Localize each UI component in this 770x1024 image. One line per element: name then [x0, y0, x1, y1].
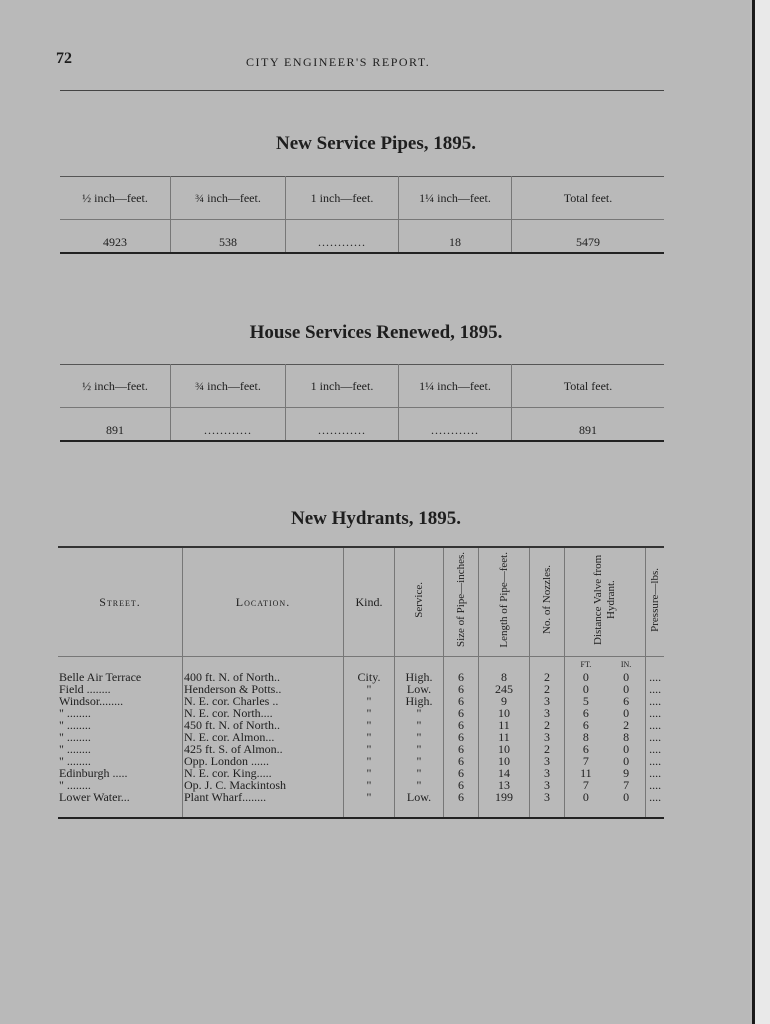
value-cell: ............ [171, 408, 286, 442]
hydrant-location-cell: N. E. cor. Almon... [183, 731, 344, 743]
hydrant-street-cell: " ........ [58, 731, 183, 743]
hydrant-pressure-cell: .... [649, 694, 662, 708]
size-header [444, 547, 479, 657]
header-cell: ¾ inch—feet. [171, 365, 286, 408]
hydrant-length-cell: 13 [479, 779, 530, 791]
hydrant-length-cell: 9 [479, 695, 530, 707]
ft-unit: FT. [580, 660, 592, 669]
hydrant-kind-cell: " [344, 755, 395, 767]
running-head: CITY ENGINEER'S REPORT. [246, 55, 431, 69]
hydrant-kind-cell: City. [344, 671, 395, 683]
table-row [58, 779, 664, 791]
hydrant-service-cell: " [395, 719, 444, 731]
hydrant-ft-cell: 8 [582, 730, 589, 744]
hydrant-pressure-cell: .... [649, 754, 662, 768]
hydrant-nozzles-cell: 3 [530, 695, 565, 707]
hydrant-length-cell: 11 [479, 731, 530, 743]
hydrant-size-cell: 6 [444, 707, 479, 719]
hydrants-table [58, 546, 664, 819]
hydrant-pressure-cell: .... [649, 730, 662, 744]
hydrants-body [58, 657, 664, 819]
hydrant-size-cell: 6 [444, 791, 479, 818]
value-cell: 18 [399, 220, 512, 254]
house-services-title: House Services Renewed, 1895. [249, 322, 503, 343]
hydrant-service-cell: " [395, 779, 444, 791]
table-row [58, 791, 664, 818]
hydrant-pressure-cell: .... [649, 742, 662, 756]
header-rule [60, 90, 664, 91]
in-unit: IN. [607, 657, 646, 672]
header-cell: Total feet. [512, 177, 665, 220]
length-header-text: Length of Pipe—feet. [497, 552, 510, 648]
hydrant-ft-cell: 0 [582, 682, 589, 696]
hydrant-ft-cell: 0 [582, 790, 589, 804]
hydrant-size-cell: 6 [444, 743, 479, 755]
table-row [58, 731, 664, 743]
hydrant-size-cell: 6 [444, 695, 479, 707]
hydrant-kind-cell: " [344, 767, 395, 779]
hydrant-pressure-cell: .... [649, 718, 662, 732]
table-row [58, 671, 664, 683]
hydrant-in-cell: 0 [607, 791, 646, 818]
hydrant-street-cell: " ........ [58, 707, 183, 719]
hydrant-nozzles-cell: 3 [530, 779, 565, 791]
hydrant-kind-cell: " [344, 731, 395, 743]
hydrant-service-cell: " [395, 755, 444, 767]
nozzles-header [530, 547, 565, 657]
value-cell: ............ [399, 408, 512, 442]
hydrant-ft-cell: 7 [582, 754, 589, 768]
service-header [395, 547, 444, 657]
hydrant-street-cell: Belle Air Terrace [58, 671, 183, 683]
page-edge [752, 0, 770, 1024]
service-header-text: Service. [412, 582, 425, 618]
hydrant-nozzles-cell: 3 [530, 791, 565, 818]
hydrant-nozzles-cell: 2 [530, 719, 565, 731]
pressure-header [646, 547, 664, 657]
hydrant-in-cell: 0 [607, 755, 646, 767]
hydrant-size-cell: 6 [444, 719, 479, 731]
hydrant-location-cell: Henderson & Potts.. [183, 683, 344, 695]
hydrant-length-cell: 8 [479, 671, 530, 683]
hydrant-street-cell: " ........ [58, 743, 183, 755]
hydrant-kind-cell: " [344, 743, 395, 755]
value-cell: 5479 [576, 235, 600, 249]
table-row [58, 707, 664, 719]
hydrant-kind-cell: " [344, 683, 395, 695]
hydrant-street-cell: Lower Water... [58, 791, 183, 818]
hydrant-size-cell: 6 [444, 683, 479, 695]
hydrant-length-cell: 245 [479, 683, 530, 695]
length-header [479, 547, 530, 657]
hydrant-ft-cell: 6 [582, 718, 589, 732]
hydrant-pressure-cell: .... [649, 706, 662, 720]
hydrant-service-cell: Low. [395, 683, 444, 695]
header-cell: 1¼ inch—feet. [399, 365, 512, 408]
hydrant-location-cell: Op. J. C. Mackintosh [183, 779, 344, 791]
hydrant-street-cell: " ........ [58, 719, 183, 731]
hydrant-pressure-cell: .... [649, 670, 662, 684]
page-number: 72 [56, 50, 72, 67]
hydrant-street-cell: " ........ [58, 755, 183, 767]
hydrant-in-cell: 8 [607, 731, 646, 743]
hydrant-kind-cell: " [344, 779, 395, 791]
hydrant-in-cell: 2 [607, 719, 646, 731]
value-cell: 4923 [60, 220, 171, 254]
hydrant-location-cell: N. E. cor. Charles .. [183, 695, 344, 707]
header-cell: 1 inch—feet. [286, 365, 399, 408]
hydrant-ft-cell: 6 [582, 742, 589, 756]
table-row [58, 683, 664, 695]
hydrant-service-cell: " [395, 743, 444, 755]
hydrant-pressure-cell: .... [649, 790, 662, 804]
hydrant-kind-cell: " [344, 695, 395, 707]
distance-header [565, 547, 646, 657]
hydrant-in-cell: 0 [607, 671, 646, 683]
hydrant-ft-cell: 6 [582, 706, 589, 720]
header-cell: ¾ inch—feet. [171, 177, 286, 220]
hydrant-in-cell: 0 [607, 707, 646, 719]
hydrant-pressure-cell: .... [649, 766, 662, 780]
hydrant-service-cell: " [395, 707, 444, 719]
hydrant-length-cell: 14 [479, 767, 530, 779]
service-pipes-table [60, 176, 664, 254]
hydrant-nozzles-cell: 3 [530, 767, 565, 779]
hydrant-pressure-cell: .... [649, 682, 662, 696]
hydrant-nozzles-cell: 3 [530, 731, 565, 743]
hydrant-in-cell: 9 [607, 767, 646, 779]
hydrant-street-cell: Edinburgh ..... [58, 767, 183, 779]
hydrant-length-cell: 10 [479, 755, 530, 767]
hydrant-size-cell: 6 [444, 779, 479, 791]
value-cell: ............ [286, 220, 399, 254]
hydrant-service-cell: " [395, 767, 444, 779]
hydrant-street-cell: " ........ [58, 779, 183, 791]
hydrant-size-cell: 6 [444, 671, 479, 683]
hydrant-length-cell: 10 [479, 707, 530, 719]
hydrant-location-cell: Plant Wharf........ [183, 791, 344, 818]
hydrant-length-cell: 199 [479, 791, 530, 818]
hydrant-service-cell: Low. [395, 791, 444, 818]
hydrant-size-cell: 6 [444, 755, 479, 767]
hydrant-kind-cell: " [344, 707, 395, 719]
hydrant-street-cell: Field ........ [58, 683, 183, 695]
hydrant-nozzles-cell: 3 [530, 707, 565, 719]
hydrant-length-cell: 11 [479, 719, 530, 731]
header-cell: ½ inch—feet. [60, 177, 171, 220]
hydrant-size-cell: 6 [444, 731, 479, 743]
header-cell: 1 inch—feet. [286, 177, 399, 220]
hydrant-nozzles-cell: 2 [530, 671, 565, 683]
hydrant-in-cell: 6 [607, 695, 646, 707]
location-header: Location. [183, 547, 344, 657]
hydrant-nozzles-cell: 2 [530, 743, 565, 755]
hydrant-kind-cell: " [344, 791, 395, 818]
table-row [58, 719, 664, 731]
hydrant-service-cell: High. [395, 695, 444, 707]
hydrant-nozzles-cell: 2 [530, 683, 565, 695]
table-row [58, 743, 664, 755]
nozzles-header-text: No. of Nozzles. [540, 565, 553, 635]
table-row [58, 695, 664, 707]
size-header-text: Size of Pipe—inches. [454, 552, 467, 648]
hydrant-location-cell: N. E. cor. North.... [183, 707, 344, 719]
hydrant-ft-cell: 5 [582, 694, 589, 708]
hydrant-location-cell: 450 ft. N. of North.. [183, 719, 344, 731]
hydrant-ft-cell: 0 [582, 670, 589, 684]
value-cell: ............ [286, 408, 399, 442]
hydrant-location-cell: Opp. London ...... [183, 755, 344, 767]
hydrant-in-cell: 0 [607, 683, 646, 695]
hydrant-street-cell: Windsor........ [58, 695, 183, 707]
hydrant-in-cell: 0 [607, 743, 646, 755]
hydrant-kind-cell: " [344, 719, 395, 731]
table-row [58, 755, 664, 767]
street-header: Street. [58, 547, 183, 657]
distance-header-text: Distance Valve from Hydrant. [592, 554, 618, 646]
hydrant-in-cell: 7 [607, 779, 646, 791]
value-cell: 891 [579, 423, 597, 437]
hydrant-size-cell: 6 [444, 767, 479, 779]
house-services-table [60, 364, 664, 442]
kind-header: Kind. [344, 547, 395, 657]
pressure-header-text: Pressure—lbs. [648, 568, 661, 632]
header-cell: Total feet. [512, 365, 665, 408]
service-pipes-title: New Service Pipes, 1895. [276, 133, 476, 154]
header-cell: ½ inch—feet. [60, 365, 171, 408]
hydrant-length-cell: 10 [479, 743, 530, 755]
hydrant-location-cell: 400 ft. N. of North.. [183, 671, 344, 683]
hydrant-pressure-cell: .... [649, 778, 662, 792]
hydrant-service-cell: " [395, 731, 444, 743]
hydrant-ft-cell: 7 [582, 778, 589, 792]
hydrant-ft-cell: 11 [580, 766, 592, 780]
hydrant-location-cell: N. E. cor. King..... [183, 767, 344, 779]
hydrants-title: New Hydrants, 1895. [291, 508, 461, 529]
value-cell: 538 [171, 220, 286, 254]
hydrant-service-cell: High. [395, 671, 444, 683]
header-cell: 1¼ inch—feet. [399, 177, 512, 220]
hydrant-nozzles-cell: 3 [530, 755, 565, 767]
hydrant-location-cell: 425 ft. S. of Almon.. [183, 743, 344, 755]
value-cell: 891 [60, 408, 171, 442]
table-row [58, 767, 664, 779]
